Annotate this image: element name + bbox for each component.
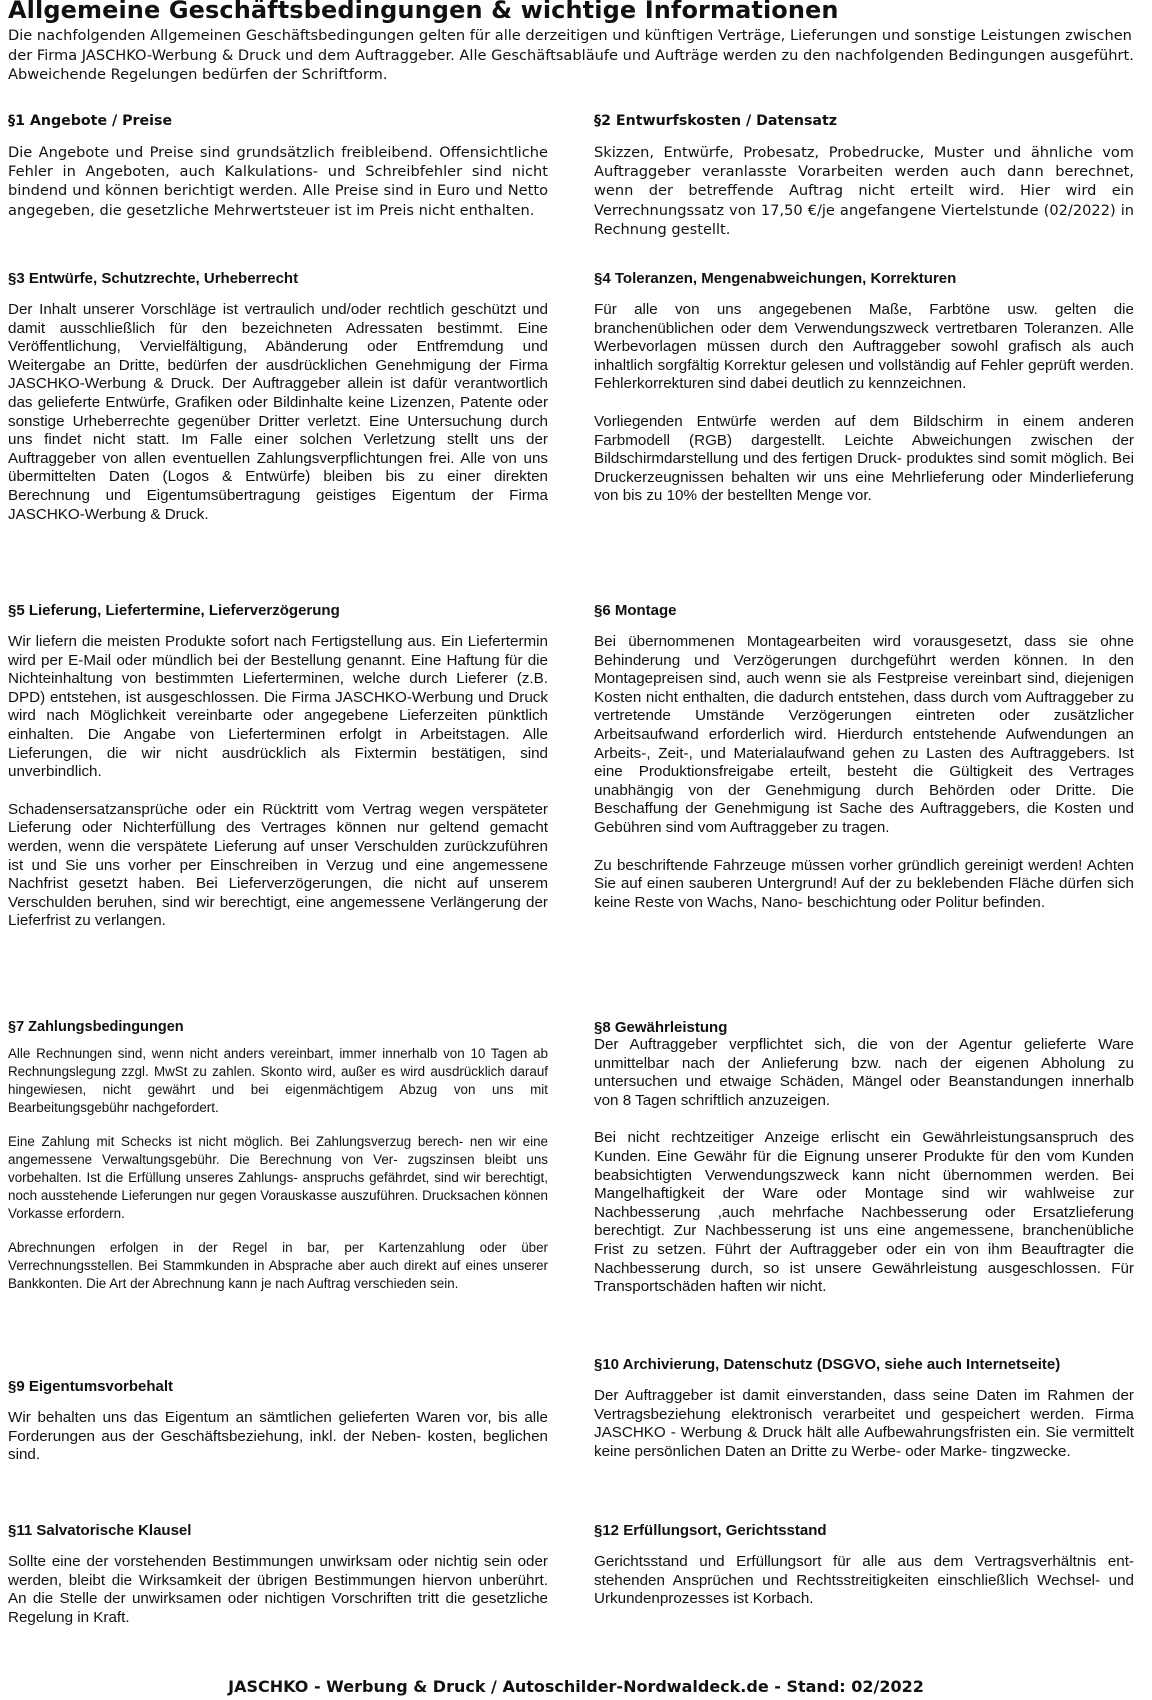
section-2-design-costs [594,113,1134,239]
section-heading: §2 Entwurfskosten / Datensatz [594,113,838,129]
section-paragraph: Bei übernommenen Montagearbeiten wird vorausgesetzt, dass sie ohne Behinderung und Verzögerungen durchgeführt werden können. In den Montagepreisen sind, auch wenn sie als Festpreise vereinbart sind, diejenigen Kosten nicht enthalten, die dadurch entstehen, dass durch vom Auftraggeber zu vertretende Umstände Verzögerungen eintreten oder zusätzlicher Arbeitsaufwand erforderlich wird. Hierdurch entstehende Aufwendungen an Arbeits-, Zeit-, und Materialaufwand gehen zu Lasten des Auftraggebers. Ist eine Produktionsfreigabe erteilt, besteht die Gültigkeit des Vertrages unabhängig von der Genehmigung durch Behörden oder Dritte. Die Beschaffung der Genehmigung ist Sache des Auftraggebers, die Kosten und Gebühren sind vom Auftraggeber zu tragen. [594,633,1134,836]
section-paragraph: Alle Rechnungen sind, wenn nicht anders vereinbart, immer innerhalb von 10 Tagen ab Rechnungslegung zzgl. MwSt zu zahlen. Skonto wird, außer es wird ausdrücklich darauf hingewiesen, nicht gewährt und bei eigenmächtigem Abzug von uns mit Bearbeitungsgebühr nachgefordert. [8,1046,548,1115]
section-heading: §1 Angebote / Preise [8,113,173,129]
section-1-prices [8,113,548,220]
section-9-retention-of-title [8,1378,548,1465]
page-title: Allgemeine Geschäftsbedingungen & wichtige Informationen [8,0,839,24]
section-8-warranty [594,1019,1134,1297]
section-heading: §3 Entwürfe, Schutzrechte, Urheberrecht [8,270,299,287]
section-6-assembly [594,602,1134,912]
section-heading: §6 Montage [594,602,677,619]
section-paragraph: Für alle von uns angegebenen Maße, Farbtöne usw. gelten die branchenüblichen oder dem Verwendungszweck vertretbaren Toleranzen. Alle Werbevorlagen müssen durch den Auftraggeber sowohl grafisch als auch inhaltlich sorgfältig Korrektur gelesen und vollständig auf Fehler geprüft werden. Fehlerkorrekturen sind dabei deutlich zu kennzeichnen. [594,301,1134,393]
section-5-delivery [8,602,548,931]
section-4-tolerances [594,270,1134,506]
section-paragraph: Gerichtsstand und Erfüllungsort für alle aus dem Vertragsverhältnis ent- stehenden Ansprüchen und Rechtsstreitigkeiten einschließlich Wechsel- und Urkundenprozesses ist Korbach. [594,1553,1134,1608]
section-paragraph: Wir liefern die meisten Produkte sofort nach Fertigstellung aus. Ein Liefertermin wird per E-Mail oder mündlich bei der Bestellung genannt. Eine Haftung für die Nichteinhaltung von bestimmten Lieferterminen, welche durch Lieferer (z.B. DPD) entstehen, ist ausgeschlossen. Die Firma JASCHKO-Werbung und Druck wird nach Möglichkeit vereinbarte oder angegebene Lieferzeiten pünktlich einhalten. Die Angabe von Lieferterminen erfolgt in Arbeitstagen. Alle Lieferungen, die wir nicht ausdrücklich als Fixtermin bestätigen, sind unverbindlich. [8,633,548,781]
section-11-severability [8,1522,548,1627]
section-paragraph: Vorliegenden Entwürfe werden auf dem Bildschirm in einem anderen Farbmodell (RGB) dargestellt. Leichte Abweichungen zwischen der Bildschirmdarstellung und des fertigen Druck- produktes sind somit möglich. Bei Druckerzeugnissen behalten wir uns eine Mehrlieferung oder Minderlieferung von bis zu 10% der bestellten Menge vor. [594,412,1134,505]
section-heading: §8 Gewährleistung [594,1019,728,1036]
section-paragraph: Der Inhalt unserer Vorschläge ist vertraulich und/oder rechtlich geschützt und damit ausschließlich für den bezeichneten Adressaten bestimmt. Eine Veröffentlichung, Vervielfältigung, Abänderung oder Entfremdung und Weitergabe an Dritte, bedürfen der ausdrücklichen Genehmigung der Firma JASCHKO-Werbung & Druck. Der Auftraggeber allein ist dafür verantwortlich das gelieferte Entwürfe, Grafiken oder Bildinhalte keine Lizenzen, Patente oder sonstige Urheberrechte gegenüber Dritter verletzt. Eine Untersuchung durch uns findet nicht statt. Im Falle einer solchen Verletzung stellt uns der Auftraggeber von allen eventuellen Zahlungsverpflichtungen frei. Alle von uns übermittelten Daten (Logos & Entwürfe) bleiben bis zu einer direkten Berechnung und Eigentumsübertragung geistiges Eigentum der Firma JASCHKO-Werbung & Druck. [8,301,548,523]
section-heading: §5 Lieferung, Liefertermine, Lieferverzögerung [8,602,340,619]
section-paragraph: Sollte eine der vorstehenden Bestimmungen unwirksam oder nichtig sein oder werden, bleibt die Wirksamkeit der übrigen Bestimmungen hiervon unberührt. An die Stelle der unwirksamen oder nichtigen Vorschriften tritt die gesetzliche Regelung in Kraft. [8,1553,548,1626]
section-paragraph: Skizzen, Entwürfe, Probesatz, Probedrucke, Muster und ähnliche vom Auftraggeber veranlasste Vorarbeiten werden auch dann berechnet, wenn der betreffende Auftrag nicht erteilt wird. Hier wird ein Verrechnungssatz von 17,50 €/je angefangene Viertelstunde (02/2022) in Rechnung gestellt. [594,144,1134,238]
intro-text: Die nachfolgenden Allgemeinen Geschäftsbedingungen gelten für alle derzeitigen und künftigen Verträge, Lieferungen und sonstige Leistungen zwischen der Firma JASCHKO-Werbung & Druck und dem Auftraggeber. Alle Geschäftsabläufe und Aufträge werden zu den nachfolgenden Bedingungen ausgeführt. Abweichende Regelungen bedürfen der Schriftform. [8,27,1134,83]
section-paragraph: Der Auftraggeber ist damit einverstanden, dass seine Daten im Rahmen der Vertragsbeziehung elektronisch verarbeitet und gespeichert werden. Firma JASCHKO - Werbung & Druck hält alle Aufbewahrungsfristen ein. Sie vermittelt keine persönlichen Daten an Dritte zu Werbe- oder Marke- tingzwecke. [594,1387,1134,1460]
section-paragraph: Die Angebote und Preise sind grundsätzlich freibleibend. Offensichtliche Fehler in Angeboten, auch Kalkulations- und Schreibfehler sind nicht bindend und können berichtigt werden. Alle Preise sind in Euro und Netto angegeben, die gesetzliche Mehrwertsteuer ist im Preis nicht enthalten. [8,144,548,219]
section-paragraph: Bei nicht rechtzeitiger Anzeige erlischt ein Gewährleistungsanspruch des Kunden. Eine Gewähr für die Eignung unserer Produkte für den vom Kunden beabsichtigten Verwendungszweck kann nicht übernommen werden. Bei Mangelhaftigkeit der Ware oder Montage sind wir wahlweise zur Nachbesserung ,auch mehrfache Nachbesserung oder Ersatzlieferung berechtigt. Zur Nachbesserung ist uns eine angemessene, branchenübliche Frist zu setzen. Führt der Auftraggeber oder ein von ihm Beauftragter die Nachbesserung durch, so ist unsere Gewährleistung ausgeschlossen. Für Transportschäden haften wir nicht. [594,1129,1134,1296]
section-heading: §11 Salvatorische Klausel [8,1522,192,1539]
section-paragraph: Wir behalten uns das Eigentum an sämtlichen gelieferten Waren vor, bis alle Forderungen aus der Geschäftsbeziehung, inkl. der Neben- kosten, beglichen sind. [8,1409,548,1464]
page-footer: JASCHKO - Werbung & Druck / Autoschilder-Nordwaldeck.de - Stand: 02/2022 [228,1677,924,1696]
section-7-payment [8,1019,548,1293]
section-paragraph: Zu beschriftende Fahrzeuge müssen vorher gründlich gereinigt werden! Achten Sie auf einen sauberen Untergrund! Auf der zu beklebenden Fläche dürfen sich keine Reste von Wachs, Nano- beschichtung oder Politur befinden. [594,856,1134,911]
section-12-jurisdiction [594,1522,1134,1609]
section-heading: §7 Zahlungsbedingungen [8,1019,184,1035]
section-heading: §4 Toleranzen, Mengenabweichungen, Korrekturen [594,270,957,287]
section-10-data-protection [594,1356,1134,1461]
section-heading: §12 Erfüllungsort, Gerichtsstand [594,1522,827,1539]
section-paragraph: Der Auftraggeber verpflichtet sich, die von der Agentur gelieferte Ware unmittelbar nach der Anlieferung bzw. nach der eigenen Abholung zu untersuchen und etwaige Schäden, Mängel oder Beanstandungen innerhalb von 8 Tagen schriftlich anzuzeigen. [594,1036,1134,1109]
section-paragraph: Schadensersatzansprüche oder ein Rücktritt vom Vertrag wegen verspäteter Lieferung oder Nichterfüllung des Vertrages können nur geltend gemacht werden, wenn die verspätete Lieferung auf unser Verschulden zurückzuführen ist und Sie uns vorher per Einschreiben in Verzug und eine angemessene Nachfrist gesetzt haben. Bei Lieferverzögerungen, die nicht auf unserem Verschulden beruhen, sind wir berechtigt, eine angemessene Verlängerung der Lieferfrist zu verlangen. [8,800,548,930]
section-paragraph: Eine Zahlung mit Schecks ist nicht möglich. Bei Zahlungsverzug berech- nen wir eine angemessene Verwaltungsgebühr. Die Berechnung von Ver- zugszinsen bleibt uns vorbehalten. Ist die Erfüllung unseres Zahlungs- anspruchs gefährdet, sind wir berechtigt, noch ausstehende Lieferungen nur gegen Vorauskasse auszuführen. Drucksachen können Vorkasse erfordern. [8,1134,548,1221]
section-3-copyright [8,270,548,524]
section-heading: §9 Eigentumsvorbehalt [8,1378,174,1395]
section-paragraph: Abrechnungen erfolgen in der Regel in bar, per Kartenzahlung oder über Verrechnungsstellen. Bei Stammkunden in Absprache aber auch direkt auf eines unserer Bankkonten. Die Art der Abrechnung kann je nach Auftrag verschieden sein. [8,1240,548,1291]
section-heading: §10 Archivierung, Datenschutz (DSGVO, siehe auch Internetseite) [594,1356,1061,1373]
